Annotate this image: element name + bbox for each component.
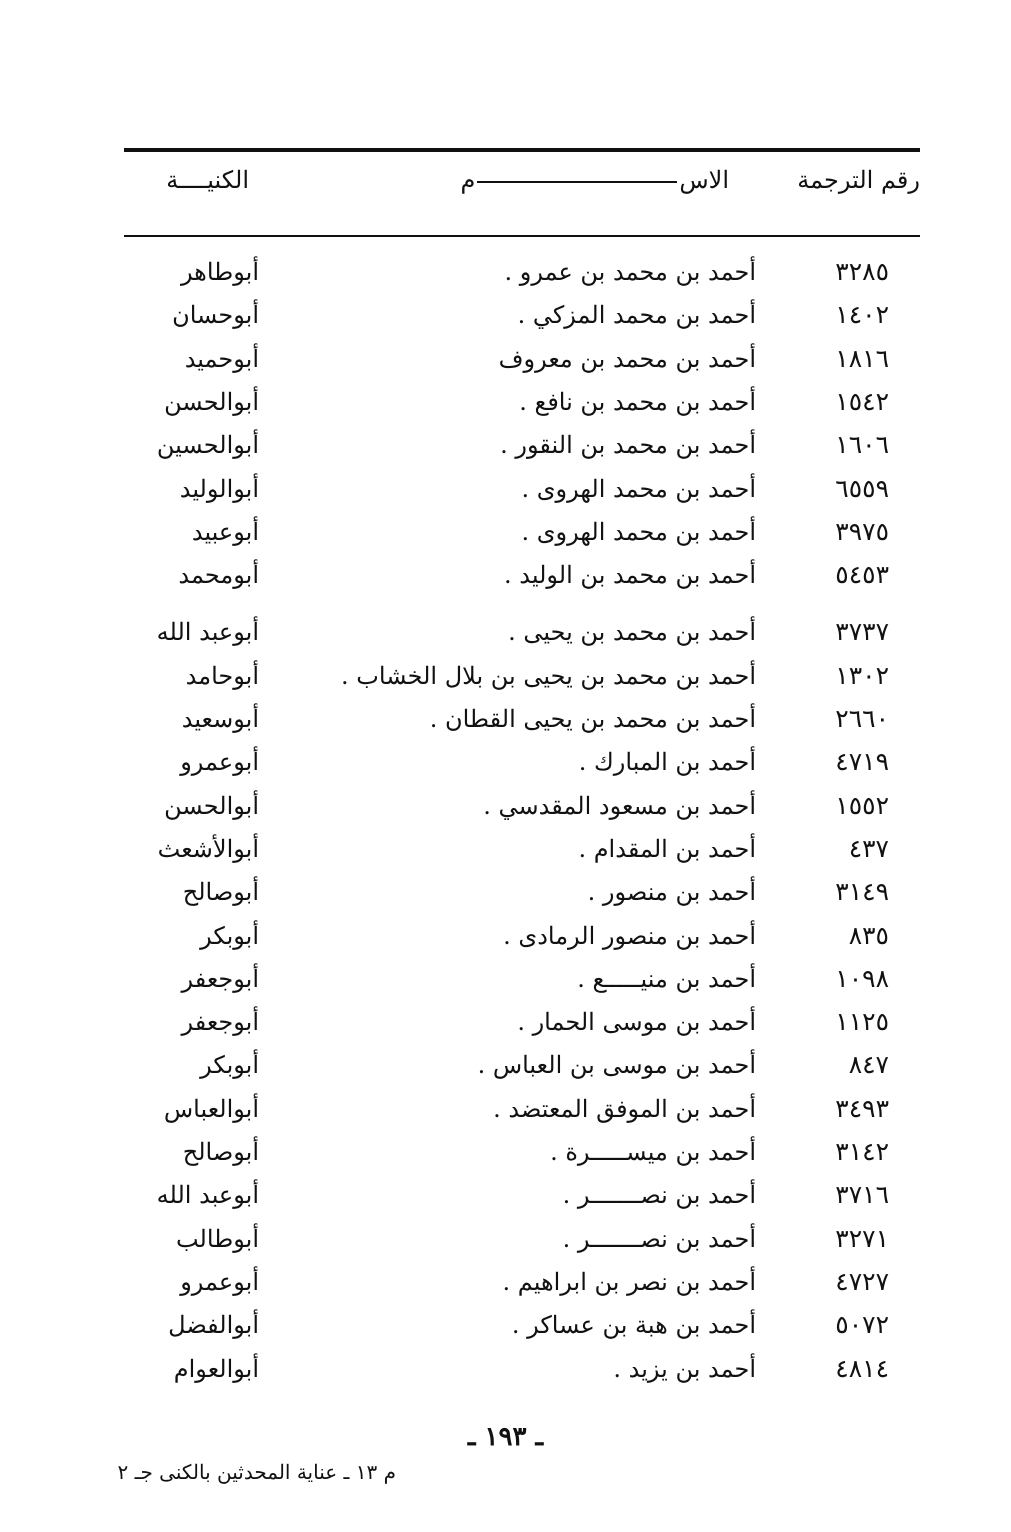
entry-number: ١٤٠٢ xyxy=(835,300,889,330)
table-row xyxy=(0,875,1011,913)
entry-name: أحمد بن منصور الرمادى . xyxy=(503,921,756,950)
entry-number: ٥٠٧٢ xyxy=(835,1310,889,1340)
entry-kunya: أبوعمرو xyxy=(180,748,259,777)
entry-number: ٣٢٧١ xyxy=(835,1223,889,1253)
entry-number: ١١٢٥ xyxy=(835,1007,889,1037)
entry-kunya: أبوالحسين xyxy=(156,431,259,460)
table-row xyxy=(0,515,1011,553)
table-row xyxy=(0,789,1011,827)
header-name-end: م xyxy=(460,166,476,194)
entry-number: ٥٤٥٣ xyxy=(835,560,889,590)
entry-kunya: أبومحمد xyxy=(178,561,259,590)
footer-note: م ١٣ ـ عناية المحدثين بالكنى جـ ٢ xyxy=(117,1460,396,1484)
table-row xyxy=(0,1265,1011,1303)
entry-name: أحمد بن موسى بن العباس . xyxy=(477,1051,756,1080)
entry-number: ٦٥٥٩ xyxy=(835,473,889,503)
entry-name: أحمد بن منيـــــع . xyxy=(577,964,756,993)
entry-kunya: أبوالأشعث xyxy=(157,834,259,863)
top-rule xyxy=(124,148,920,152)
page-number: ـ ١٩٣ ـ xyxy=(467,1422,544,1452)
entry-name: أحمد بن محمد بن معروف xyxy=(498,344,756,373)
entry-number: ١٦٠٦ xyxy=(835,430,889,460)
header-name-tatweel xyxy=(477,181,677,183)
entry-name: أحمد بن محمد الهروى . xyxy=(521,517,756,546)
entry-number: ١٠٩٨ xyxy=(835,963,889,993)
entry-name: أحمد بن نصـــــــر . xyxy=(562,1181,756,1210)
entry-name: أحمد بن يزيد . xyxy=(613,1354,756,1383)
entry-name: أحمد بن محمد بن النقور . xyxy=(500,431,756,460)
entry-number: ٤٨١٤ xyxy=(835,1353,889,1383)
table-row xyxy=(0,428,1011,466)
entry-number: ٣٩٧٥ xyxy=(835,516,889,546)
entry-name: أحمد بن ميســـــرة . xyxy=(550,1138,756,1166)
entry-kunya: أبوحميد xyxy=(184,344,259,373)
entry-name: أحمد بن محمد بن يحيى القطان . xyxy=(429,705,756,733)
entry-number: ١٨١٦ xyxy=(835,343,889,373)
entry-kunya: أبوعمرو xyxy=(180,1267,259,1296)
entry-number: ٣١٤٢ xyxy=(835,1137,889,1166)
entry-number: ٨٣٥ xyxy=(848,920,889,950)
entry-kunya: أبوبكر xyxy=(200,1051,259,1080)
table-row xyxy=(0,298,1011,336)
entry-number: ٤٣٧ xyxy=(848,833,889,863)
entry-name: أحمد بن منصور . xyxy=(587,878,756,907)
header-name-start: الاس xyxy=(679,166,729,194)
table-row xyxy=(0,472,1011,510)
entry-kunya: أبوالعوام xyxy=(173,1354,259,1383)
entry-kunya: أبوالعباس xyxy=(163,1094,259,1123)
entry-number: ٣٧١٦ xyxy=(835,1180,889,1210)
entry-kunya: أبوبكر xyxy=(200,921,259,950)
header-kunya-label: الكنيــــة xyxy=(166,166,249,194)
entry-kunya: أبوالفضل xyxy=(168,1311,259,1340)
entry-name: أحمد بن محمد بن يحيى بن بلال الخشاب . xyxy=(341,661,756,690)
entry-name: أحمد بن محمد الهروى . xyxy=(521,474,756,503)
entry-name: أحمد بن محمد بن الوليد . xyxy=(504,561,756,590)
entry-kunya: أبوعبيد xyxy=(191,517,259,546)
entry-name: أحمد بن محمد بن نافع . xyxy=(519,387,756,416)
entry-kunya: أبوحسان xyxy=(172,301,259,330)
entry-number: ١٣٠٢ xyxy=(835,660,889,690)
entry-kunya: أبوالوليد xyxy=(179,474,259,503)
header-number-label: رقم الترجمة xyxy=(797,166,920,194)
header-rule xyxy=(124,235,920,237)
entry-name: أحمد بن محمد بن عمرو . xyxy=(504,258,756,286)
entry-number: ٨٤٧ xyxy=(848,1050,889,1080)
entry-kunya: أبوسعيد xyxy=(181,705,259,733)
table-row xyxy=(0,1308,1011,1346)
table-row xyxy=(0,1135,1011,1173)
table-row xyxy=(0,702,1011,740)
entry-kunya: أبوجعفر xyxy=(181,964,259,993)
entry-number: ٤٧١٩ xyxy=(835,747,889,777)
entry-kunya: أبوالحسن xyxy=(164,387,259,416)
table-row xyxy=(0,1352,1011,1390)
table-row xyxy=(0,342,1011,380)
entry-name: أحمد بن محمد المزكي . xyxy=(517,301,756,330)
table-row xyxy=(0,745,1011,783)
entry-number: ٣٧٣٧ xyxy=(835,617,889,647)
entry-name: أحمد بن الموفق المعتضد . xyxy=(493,1094,756,1123)
entry-number: ١٥٥٢ xyxy=(835,790,889,820)
table-row xyxy=(0,255,1011,293)
entry-kunya: أبوصالح xyxy=(182,878,259,907)
table-row xyxy=(0,1005,1011,1043)
table-row xyxy=(0,615,1011,653)
entry-kunya: أبوطالب xyxy=(175,1224,259,1253)
entry-number: ٤٧٢٧ xyxy=(835,1266,889,1296)
entry-kunya: أبوصالح xyxy=(182,1138,259,1166)
entry-number: ٢٦٦٠ xyxy=(835,704,889,733)
header-name-label xyxy=(460,166,729,194)
table-row xyxy=(0,558,1011,596)
entry-number: ٣٤٩٣ xyxy=(835,1093,889,1123)
table-row xyxy=(0,385,1011,423)
table-row xyxy=(0,659,1011,697)
entry-kunya: أبوعبد الله xyxy=(156,618,259,647)
table-row xyxy=(0,1222,1011,1260)
table-row xyxy=(0,1092,1011,1130)
entry-kunya: أبوطاهر xyxy=(180,258,259,286)
entry-kunya: أبوالحسن xyxy=(164,791,259,820)
entry-kunya: أبوعبد الله xyxy=(156,1181,259,1210)
entry-number: ٣٢٨٥ xyxy=(835,257,889,286)
table-row xyxy=(0,962,1011,1000)
entry-name: أحمد بن محمد بن يحيى . xyxy=(508,618,756,647)
entry-kunya: أبوجعفر xyxy=(181,1008,259,1037)
table-row xyxy=(0,1178,1011,1216)
entry-kunya: أبوحامد xyxy=(185,661,259,690)
entry-number: ١٥٤٢ xyxy=(835,386,889,416)
entry-name: أحمد بن هبة بن عساكر . xyxy=(511,1311,756,1340)
entry-name: أحمد بن المقدام . xyxy=(578,834,756,863)
entry-name: أحمد بن نصـــــــر . xyxy=(562,1224,756,1253)
entry-name: أحمد بن مسعود المقدسي . xyxy=(483,791,756,820)
entry-name: أحمد بن موسى الحمار . xyxy=(517,1008,756,1037)
table-row xyxy=(0,919,1011,957)
entry-number: ٣١٤٩ xyxy=(835,877,889,907)
entry-name: أحمد بن المبارك . xyxy=(578,748,756,777)
table-row xyxy=(0,1048,1011,1086)
entry-name: أحمد بن نصر بن ابراهيم . xyxy=(502,1267,756,1296)
table-row xyxy=(0,832,1011,870)
